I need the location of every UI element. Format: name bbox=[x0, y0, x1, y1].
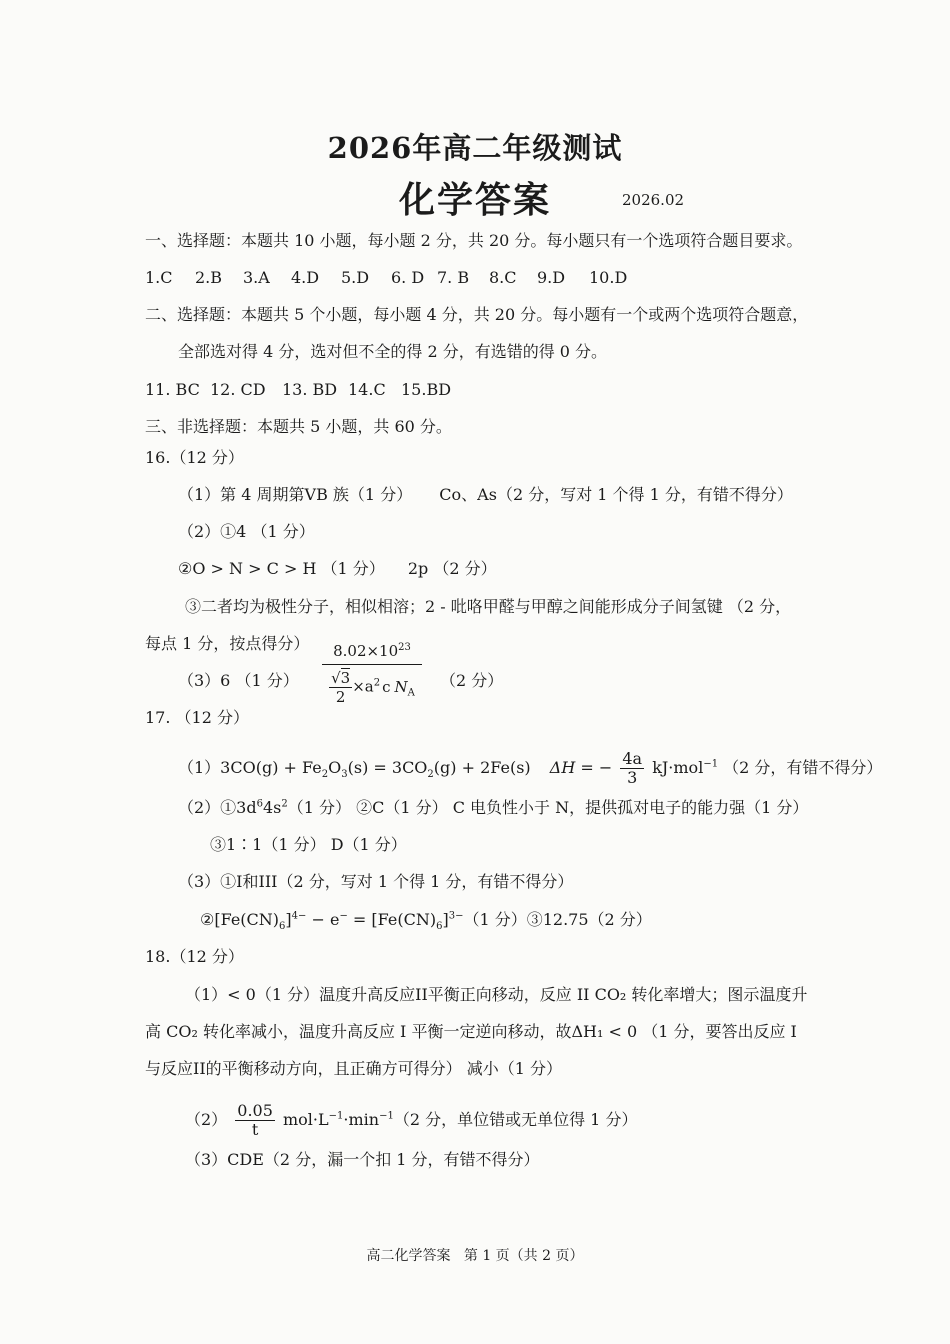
page-subtitle: 化学答案 bbox=[398, 179, 551, 221]
q17-p5-exp2: − bbox=[339, 910, 348, 922]
q17-delta-h-fraction bbox=[620, 750, 644, 787]
answer-15: 15.BD bbox=[401, 380, 452, 399]
q16-part1 bbox=[178, 485, 793, 505]
section2-heading: 二、选择题：本题共 5 个小题，每小题 4 分，共 20 分。每小题有一个或两个选项符合题意， bbox=[145, 305, 809, 324]
answer-7: 7. B bbox=[437, 268, 470, 287]
q17-p5-exp3: 3− bbox=[448, 910, 464, 922]
q17-p5-f: （1 分）③12.75（2 分） bbox=[463, 910, 652, 929]
q18-rate-num: 0.05 bbox=[237, 1101, 273, 1120]
q18-part1-line2: 高 CO₂ 转化率减小，温度升高反应 I 平衡一定逆向移动，故ΔH₁ < 0 （1 分，要答出反应 I bbox=[145, 1022, 797, 1041]
q17-part3: （3）①I和III（2 分，写对 1 个得 1 分，有错不得分） bbox=[178, 872, 574, 891]
answer-12: 12. CD bbox=[210, 380, 266, 399]
q18-p2-score: （2 分，单位错或无单位得 1 分） bbox=[393, 1110, 638, 1129]
answer-9: 9.D bbox=[537, 268, 566, 287]
q17-eq-c: (s) = 3CO bbox=[347, 758, 428, 777]
q16-frac-den-exp: 2 bbox=[373, 677, 381, 689]
q17-part3b bbox=[200, 910, 652, 933]
q17-eq-sub2: 3 bbox=[341, 769, 348, 781]
q18-title: 18.（12 分） bbox=[145, 947, 244, 966]
answer-14: 14.C bbox=[348, 380, 386, 399]
q17-p5-b: ] bbox=[285, 910, 292, 929]
q18-unit1-exp: −1 bbox=[328, 1110, 344, 1122]
q16-part1-a: （1）第 4 周期第VB 族（1 分） bbox=[178, 485, 413, 504]
q16-part2: （2）①4 （1 分） bbox=[178, 522, 315, 541]
page-footer: 高二化学答案 第 1 页（共 2 页） bbox=[366, 1248, 584, 1264]
q16-sqrt-value: 3 bbox=[340, 669, 351, 687]
page-title: 2026年高二年级测试 bbox=[327, 131, 623, 165]
q18-rate-fraction bbox=[235, 1102, 275, 1139]
answer-11: 11. BC bbox=[145, 380, 200, 399]
q18-rate-den: t bbox=[251, 1120, 259, 1139]
q16-sqrt: √3 bbox=[331, 669, 351, 687]
q16-part2b-a: ②O > N > C > H （1 分） bbox=[178, 559, 385, 578]
section1-heading: 一、选择题：本题共 10 小题，每小题 2 分，共 20 分。每小题只有一个选项符合题目要求。 bbox=[145, 231, 803, 250]
q17-delta-h-eq: = − bbox=[580, 758, 613, 777]
q17-dh-num: 4a bbox=[622, 749, 643, 768]
q17-dh-unit-exp: −1 bbox=[703, 758, 719, 770]
q17-dh-unit: kJ·mol bbox=[652, 758, 704, 777]
q17-p5-sub2: 6 bbox=[436, 921, 443, 933]
q18-p2-a: （2） bbox=[185, 1110, 228, 1129]
q17-p5-a: ②[Fe(CN) bbox=[200, 910, 280, 929]
section3-heading: 三、非选择题：本题共 5 小题，共 60 分。 bbox=[145, 417, 452, 436]
q17-part2b: ③1∶1（1 分） D（1 分） bbox=[210, 835, 407, 854]
q16-part3-label: （3）6 （1 分） bbox=[178, 671, 299, 690]
answer-6: 6. D bbox=[391, 268, 425, 287]
answer-4: 4.D bbox=[291, 268, 320, 287]
q16-frac-den-sub: A bbox=[407, 687, 415, 699]
q18-unit1: mol·L bbox=[283, 1110, 329, 1129]
q18-unit2: ·min bbox=[343, 1110, 380, 1129]
q16-part2c-line2: 每点 1 分，按点得分） bbox=[145, 634, 310, 653]
answer-8: 8.C bbox=[489, 268, 517, 287]
q17-eq-b: O bbox=[328, 758, 342, 777]
q17-p2-a: （2）①3d bbox=[178, 798, 257, 817]
q17-p5-exp1: 4− bbox=[291, 910, 307, 922]
q17-part2 bbox=[178, 798, 808, 818]
q16-part2b bbox=[178, 559, 497, 579]
answer-13: 13. BD bbox=[282, 380, 338, 399]
q16-frac-numerator: 8.02×10 bbox=[333, 642, 399, 660]
q17-p5-c: − e bbox=[306, 910, 340, 929]
q16-frac-den-c: c bbox=[382, 677, 391, 696]
date-label: 2026.02 bbox=[622, 191, 685, 209]
q17-p2-exp1: 6 bbox=[256, 798, 263, 810]
q16-part2b-b: 2p （2 分） bbox=[407, 559, 497, 578]
q17-delta-h: ΔH bbox=[549, 758, 576, 777]
q16-title: 16.（12 分） bbox=[145, 448, 244, 467]
answer-1: 1.C bbox=[145, 268, 173, 287]
q18-unit2-exp: −1 bbox=[379, 1110, 394, 1122]
q17-eq-sub1: 2 bbox=[321, 769, 329, 781]
q17-p5-d: = [Fe(CN) bbox=[347, 910, 437, 929]
q16-frac-den-n: N bbox=[394, 677, 408, 696]
q18-part1-line1: （1）< 0（1 分）温度升高反应II平衡正向移动，反应 II CO₂ 转化率增大；图示温度升 bbox=[185, 985, 808, 1004]
q16-frac-exp: 23 bbox=[398, 642, 411, 653]
q16-sqrt-den: 2 bbox=[335, 688, 346, 706]
q18-part1-line3: 与反应II的平衡移动方向，且正确方可得分） 减小（1 分） bbox=[145, 1059, 562, 1078]
q17-p2-c: （1 分） ②C（1 分） C 电负性小于 N，提供孤对电子的能力强（1 分） bbox=[287, 798, 809, 817]
q16-density-fraction bbox=[322, 641, 422, 706]
q17-p5-sub1: 6 bbox=[279, 921, 286, 933]
q17-eq-d: (g) + 2Fe(s) bbox=[433, 758, 531, 777]
answer-5: 5.D bbox=[341, 268, 370, 287]
q17-p5-e: ] bbox=[442, 910, 449, 929]
q17-eq-a: （1）3CO(g) + Fe bbox=[178, 758, 322, 777]
answer-2: 2.B bbox=[195, 268, 223, 287]
section2-heading-cont: 全部选对得 4 分，选对但不全的得 2 分，有选错的得 0 分。 bbox=[178, 342, 608, 361]
q17-part1-score: （2 分，有错不得分） bbox=[723, 758, 883, 777]
answer-3: 3.A bbox=[243, 268, 270, 287]
q16-part3-score: （2 分） bbox=[440, 671, 504, 690]
q16-frac-den-a: ×a bbox=[352, 677, 374, 696]
q16-part2c-line1: ③二者均为极性分子，相似相溶；2 - 吡咯甲醛与甲醇之间能形成分子间氢键 （2 分， bbox=[185, 597, 792, 616]
q16-part1-b: Co、As（2 分，写对 1 个得 1 分，有错不得分） bbox=[439, 485, 793, 504]
q17-title: 17. （12 分） bbox=[145, 708, 249, 727]
q18-part2 bbox=[185, 1102, 637, 1139]
q17-p2-b: 4s bbox=[262, 798, 282, 817]
q17-p2-exp2: 2 bbox=[281, 798, 288, 810]
q17-part1 bbox=[178, 750, 882, 787]
answer-10: 10.D bbox=[589, 268, 628, 287]
q17-eq-sub3: 2 bbox=[427, 769, 434, 781]
q17-dh-den: 3 bbox=[627, 768, 638, 787]
q16-sqrt-fraction bbox=[329, 669, 352, 706]
q18-part3: （3）CDE（2 分，漏一个扣 1 分，有错不得分） bbox=[185, 1150, 540, 1169]
